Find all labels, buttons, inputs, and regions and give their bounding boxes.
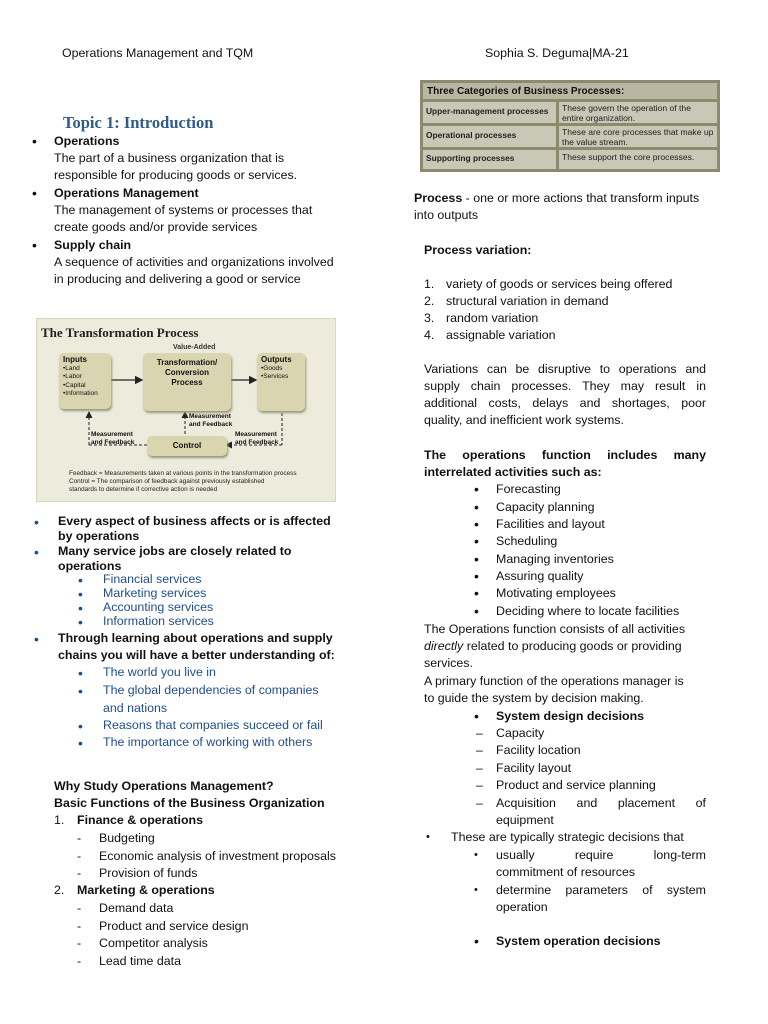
def-text-operations-1: The part of a business organization that is [54,151,285,165]
point-3-line-2: chains you will have a better understanding of: [58,648,335,662]
bullet-icon: • [34,544,39,560]
variation-number: 1. [424,277,435,291]
design-item-acq: Acquisition and placement of [496,796,706,810]
consists-line-2 [424,638,682,655]
def-text-om-2: create goods and/or provide services [54,220,258,234]
variation-para-2: supply chain processes. They may result in [424,379,706,393]
variation-para-1: Variations can be disruptive to operations and [424,362,706,376]
function-2-item: Demand data [99,901,174,915]
dash-marker: – [476,796,483,810]
dash-marker: – [476,726,483,740]
figure-notes [69,470,297,494]
function-1-title: Finance & operations [77,813,203,827]
variation-number: 4. [424,328,435,342]
function-1-item: Budgeting [99,831,155,845]
variation-para-3: additional costs, delays and shortages, poor [424,396,706,410]
strategic-sub-1: usually require long-term [496,848,706,862]
function-2-item: Product and service design [99,919,249,933]
consists-directly: directly [424,639,464,653]
variation-number: 2. [424,294,435,308]
design-item: Capacity [496,726,545,740]
input-item: •Land [63,364,80,372]
variation-item: random variation [446,311,539,325]
understand-item-cont: and nations [103,701,168,715]
bullet-icon: • [474,499,479,515]
bullet-icon: • [78,665,83,681]
system-design-title: System design decisions [496,709,645,723]
understand-item: The world you live in [103,665,216,679]
table-row-desc: These are core processes that make up the value stream. [559,126,717,147]
variation-para-4: quality, and inefficient work systems. [424,413,624,427]
control-box: Control [147,436,227,456]
inputs-box [59,353,111,409]
consists-rest: related to producing goods or providing [463,639,682,653]
bullet-icon: • [474,849,478,861]
variation-item: variety of goods or services being offered [446,277,673,291]
def-term-operations: Operations [54,134,120,148]
function-1-number: 1. [54,813,65,827]
outputs-title: Outputs [261,355,292,364]
consists-line-3: services. [424,656,473,670]
service-item: Financial services [103,572,202,586]
bullet-icon: • [474,708,479,724]
table-row-name: Upper-management processes [423,102,556,123]
topic-title: Topic 1: Introduction [63,113,214,132]
dash-marker: - [77,936,82,950]
bullet-icon: • [34,631,39,647]
mf-left [91,431,134,447]
variation-number: 3. [424,311,435,325]
control-note-2: standards to determine if corrective action is needed [69,486,218,493]
bullet-icon: • [474,516,479,532]
strategic-sub-1-cont: commitment of resources [496,865,636,879]
table-row-name: Operational processes [423,126,556,147]
bullet-icon: • [474,481,479,497]
transform-title-1: Transformation/ [156,358,218,367]
activity-item: Forecasting [496,482,561,496]
dash-marker: - [77,831,82,845]
dash-marker: - [77,901,82,915]
value-added-label: Value-Added [173,344,216,351]
activity-item: Deciding where to locate facilities [496,604,680,618]
bullet-icon: • [474,603,479,619]
bullet-icon: • [78,718,83,734]
bullet-icon: • [474,533,479,549]
ops-intro-1: The operations function includes many [424,448,706,462]
bullet-icon: • [474,568,479,584]
function-2-title: Marketing & operations [77,883,215,897]
header-right: Sophia S. Deguma|MA-21 [485,46,629,60]
design-item: Product and service planning [496,778,656,792]
strategic-sub-2-cont: operation [496,900,548,914]
process-term: Process [414,191,463,205]
variation-item: structural variation in demand [446,294,609,308]
bullet-icon: • [78,600,83,616]
function-1-item: Provision of funds [99,866,198,880]
function-1-item: Economic analysis of investment proposals [99,849,336,863]
function-2-number: 2. [54,883,65,897]
function-2-item: Competitor analysis [99,936,208,950]
point-2-line-2: operations [58,559,122,573]
dash-marker: – [476,743,483,757]
feedback-note: Feedback = Measurements taken at various points in the transformation process [69,470,297,477]
dash-marker: - [77,954,82,968]
mf-right-line-1: Measurement [235,431,277,438]
activity-item: Assuring quality [496,569,584,583]
def-text-operations-2: responsible for producing goods or services. [54,168,298,182]
bullet-icon: • [34,514,39,530]
point-1-line-2: by operations [58,529,140,543]
strategic-sub-2: determine parameters of system [496,883,706,897]
mf-center-line-1: Measurement [189,413,231,420]
transformation-box [143,353,231,411]
service-item: Information services [103,614,214,628]
service-item: Accounting services [103,600,214,614]
point-3-line-1: Through learning about operations and supply [58,631,333,645]
system-operation-title: System operation decisions [496,934,661,948]
activity-item: Managing inventories [496,552,614,566]
point-1-line-1: Every aspect of business affects or is affected [58,514,331,528]
def-text-om-1: The management of systems or processes that [54,203,313,217]
design-item: Facility layout [496,761,572,775]
variation-item: assignable variation [446,328,556,342]
ops-intro-2: interrelated activities such as: [424,465,602,479]
header-left: Operations Management and TQM [62,46,254,60]
why-question: Why Study Operations Management? [54,779,274,793]
input-item: •Capital [63,381,86,389]
control-note-1: Control = The comparison of feedback against previously established [69,478,265,485]
function-2-item: Lead time data [99,954,181,968]
design-item: Facility location [496,743,581,757]
dash-marker: - [77,919,82,933]
table-row-desc: These support the core processes. [559,150,717,169]
bullet-icon: • [32,133,37,149]
mf-right [235,431,278,447]
basic-functions-title: Basic Functions of the Business Organization [54,796,325,810]
activity-item: Capacity planning [496,500,595,514]
understand-item: The importance of working with others [103,735,313,749]
bullet-icon: • [78,586,83,602]
table-row-desc: These govern the operation of the entire organization. [559,102,717,123]
variation-title: Process variation: [424,243,532,257]
inputs-title: Inputs [63,355,87,364]
transform-title-2: Conversion [164,368,209,377]
dash-marker: - [77,866,82,880]
output-item: •Services [261,373,289,380]
process-def-line-1 [414,190,699,207]
bullet-icon: • [426,831,430,843]
design-item-acq-cont: equipment [496,813,554,827]
primary-line-1: A primary function of the operations manager is [424,674,684,688]
process-def: - one or more actions that transform inputs [462,191,700,205]
outputs-box [257,353,305,411]
understand-item: The global dependencies of companies [103,683,319,697]
understand-item: Reasons that companies succeed or fail [103,718,323,732]
input-item: •Labor [63,373,82,380]
business-process-table [420,80,720,172]
bullet-icon: • [474,933,479,949]
mf-center-line-2: and Feedback [189,421,233,428]
def-text-sc-1: A sequence of activities and organizations involved [54,255,334,269]
bullet-icon: • [78,735,83,751]
bullet-icon: • [78,572,83,588]
primary-line-2: to guide the system by decision making. [424,691,644,705]
bullet-icon: • [78,683,83,699]
mf-left-line-2: and Feedback [91,439,135,446]
input-item: •Information [63,390,98,397]
mf-right-line-2: and Feedback [235,439,279,446]
output-item: •Goods [261,364,283,372]
activity-item: Scheduling [496,534,558,548]
def-term-om: Operations Management [54,186,199,200]
figure-title: The Transformation Process [41,325,199,340]
transformation-figure [36,318,336,502]
def-text-sc-2: in producing and delivering a good or service [54,272,301,286]
dash-marker: - [77,849,82,863]
bullet-icon: • [78,614,83,630]
bullet-icon: • [474,585,479,601]
bullet-icon: • [32,185,37,201]
mf-left-line-1: Measurement [91,431,133,438]
point-2-line-1: Many service jobs are closely related to [58,544,292,558]
activity-item: Facilities and layout [496,517,605,531]
strategic-line: These are typically strategic decisions that [451,830,684,844]
table-row-name: Supporting processes [423,150,556,169]
bullet-icon: • [32,237,37,253]
transform-title-3: Process [171,378,203,387]
table-title: Three Categories of Business Processes: [423,83,717,99]
service-item: Marketing services [103,586,207,600]
dash-marker: – [476,761,483,775]
def-term-supply-chain: Supply chain [54,238,132,252]
activity-item: Motivating employees [496,586,616,600]
bullet-icon: • [474,884,478,896]
mf-center [189,413,232,429]
bullet-icon: • [474,551,479,567]
consists-line-1: The Operations function consists of all activities [424,622,686,636]
dash-marker: – [476,778,483,792]
process-def-line-2: into outputs [414,208,479,222]
